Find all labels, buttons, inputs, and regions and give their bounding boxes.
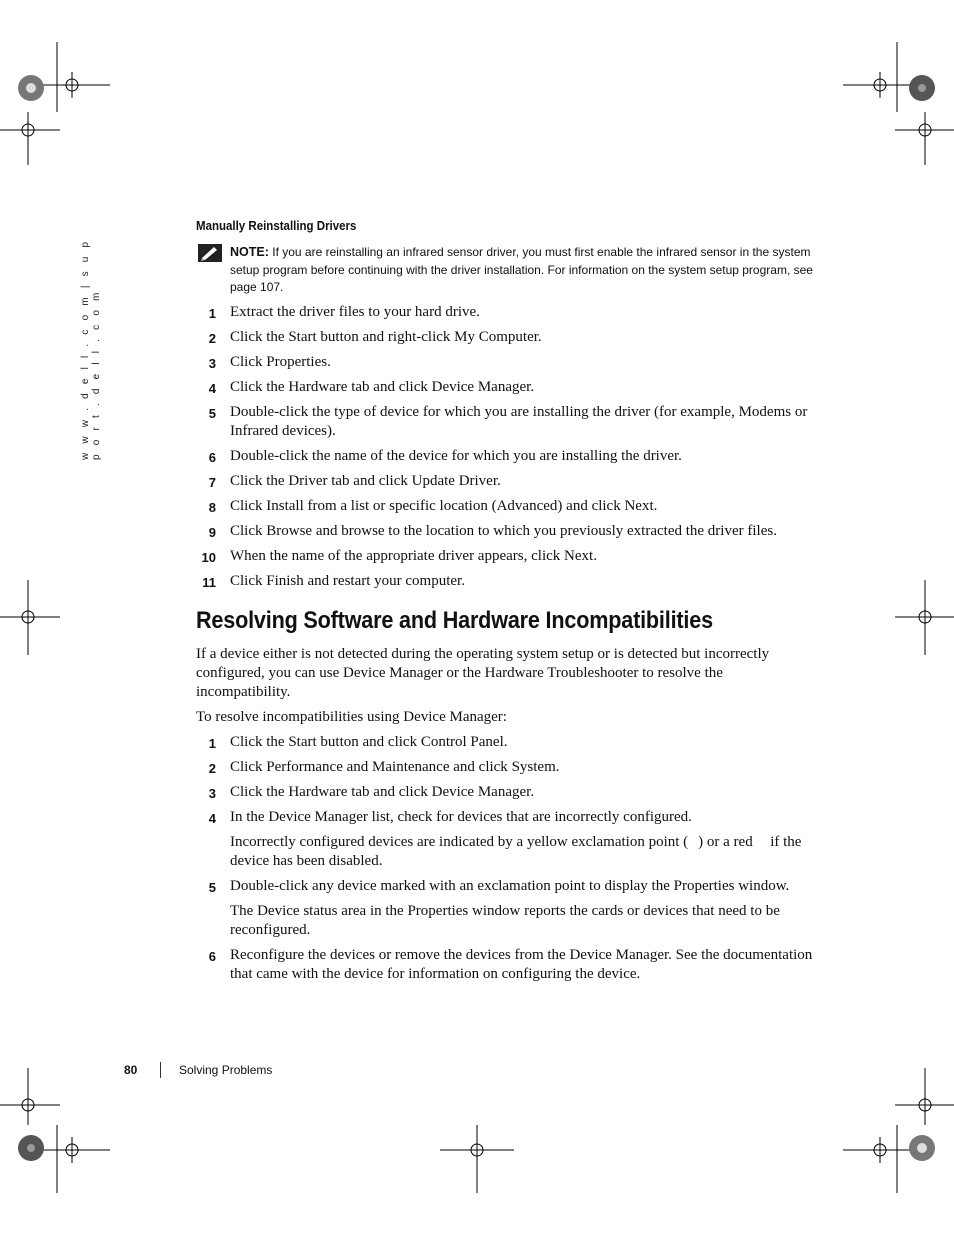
step-body (230, 877, 816, 896)
step-text: Reconfigure the devices or remove the devices from the (230, 946, 570, 963)
page-content (196, 219, 816, 990)
step-text: . (530, 783, 535, 800)
step-body (230, 547, 816, 566)
sub-heading: Manually Reinstalling Drivers (196, 219, 357, 233)
ui-term: Device Manager (431, 783, 531, 800)
step-text: tab and click (347, 783, 432, 800)
ui-term: Device Manager (569, 946, 669, 963)
step-text: . (653, 497, 658, 514)
step-number: 2 (208, 760, 216, 776)
step-text: Click the (230, 472, 289, 489)
step-text: status area in the (299, 902, 408, 919)
step-text: Click (230, 353, 267, 370)
step-body (230, 522, 816, 541)
side-url: w w w . d e l l . c o m | s u p p o r t . d e l l . c o m (80, 238, 102, 460)
step-body (230, 472, 816, 491)
step-number: 2 (208, 330, 216, 346)
step-number: 6 (208, 948, 216, 964)
step-number: 3 (208, 355, 216, 371)
ui-term: Properties (266, 353, 328, 370)
ui-term: Performance and Maintenance (266, 758, 450, 775)
step-body (230, 758, 816, 777)
ui-term: Device (257, 902, 300, 919)
step-text: . (327, 353, 331, 370)
step-text: The (230, 902, 258, 919)
step-number: 6 (208, 449, 216, 465)
step-number: 8 (208, 499, 216, 515)
step-text: . (503, 733, 508, 750)
step-body (230, 808, 816, 827)
step-text: Click (230, 758, 267, 775)
step-text: . (537, 328, 542, 345)
step-body (230, 497, 816, 516)
step-number: 1 (208, 305, 216, 321)
ui-term: Control Panel (420, 733, 504, 750)
step-text: Double-click any device marked with an exclamation point to display the (230, 877, 674, 894)
step-body (230, 403, 816, 441)
step-number: 5 (208, 879, 216, 895)
main-heading: Resolving Software and Hardware Incompatibilities (196, 606, 713, 634)
step-number: 4 (208, 380, 216, 396)
note-label: NOTE: (230, 245, 269, 259)
step-text: button and click (316, 733, 421, 750)
step-item (196, 877, 816, 940)
step-text: and click (449, 758, 512, 775)
step-body (230, 303, 816, 322)
step-detail (230, 902, 816, 940)
step-text: window. (734, 877, 790, 894)
step-text: . (593, 547, 597, 564)
step-item (196, 733, 816, 752)
step-item (196, 328, 816, 347)
step-number: 9 (208, 524, 216, 540)
step-number: 4 (208, 810, 216, 826)
step-text: Click (230, 497, 267, 514)
ui-term: System (511, 758, 556, 775)
step-text: Click (230, 522, 267, 539)
step-text: In the (230, 808, 269, 825)
step-item (196, 447, 816, 466)
ui-term: Start (288, 733, 317, 750)
step-item (196, 378, 816, 397)
footer-separator (160, 1062, 161, 1078)
footer-title: Solving Problems (179, 1063, 273, 1077)
ui-term: Infrared devices (230, 422, 328, 439)
step-text: list, check for devices that are incorrectly configured. (367, 808, 692, 825)
step-detail (230, 833, 816, 871)
note-pencil-icon (198, 244, 222, 262)
step-item (196, 946, 816, 984)
ui-term: Driver (288, 472, 328, 489)
step-body (230, 783, 816, 802)
step-text: and browse to the location to which you previously extracted the driver files. (312, 522, 777, 539)
step-text: button and right-click (316, 328, 455, 345)
step-text: Click the (230, 733, 289, 750)
step-text: ) or a red (698, 833, 757, 850)
step-list-resolve (196, 733, 816, 984)
step-item (196, 403, 816, 441)
step-body (230, 733, 816, 752)
step-item (196, 522, 816, 541)
step-text: tab and click (347, 378, 432, 395)
ui-term: Finish (266, 572, 304, 589)
ui-term: Device Manager (431, 378, 531, 395)
step-text: and restart your computer. (303, 572, 465, 589)
ui-term: Install from a list or specific location (Advanced) (266, 497, 563, 514)
lead-paragraph: To resolve incompatibilities using Device Manager: (196, 708, 507, 725)
step-item (196, 572, 816, 591)
step-text: or (791, 403, 808, 420)
ui-term: My Computer (454, 328, 538, 345)
step-text: ). (327, 422, 336, 439)
step-text: Incorrectly configured devices are indicated by a yellow exclamation point ( (230, 833, 689, 850)
step-text: and click (562, 497, 625, 514)
step-body (230, 572, 816, 591)
step-body (230, 328, 816, 347)
step-number: 10 (201, 549, 216, 565)
step-text: . (497, 472, 501, 489)
step-number: 7 (208, 474, 216, 490)
note-block (196, 244, 816, 297)
step-number: 1 (208, 735, 216, 751)
step-body (230, 353, 816, 372)
ui-term: Hardware (288, 783, 348, 800)
step-item (196, 808, 816, 871)
step-list-reinstall (196, 303, 816, 591)
step-number: 3 (208, 785, 216, 801)
step-text: Click the (230, 783, 289, 800)
intro-paragraph: If a device either is not detected during the operating system setup or is detected but incorrectly configured, you can use Device Manager or the Hardware Troubleshooter to resolve the incompatibility. (196, 645, 770, 700)
step-item (196, 497, 816, 516)
ui-term: Modems (738, 403, 792, 420)
step-text: Extract the driver files to your hard drive. (230, 303, 480, 320)
ui-term: Next (624, 497, 654, 514)
page-number: 80 (124, 1063, 138, 1077)
ui-term: Browse (266, 522, 313, 539)
step-text: . (530, 378, 535, 395)
step-text: Click the (230, 328, 289, 345)
ui-term: Next (564, 547, 594, 564)
step-text: window reports the cards or devices that need to be reconfigured. (230, 902, 780, 938)
ui-term: Properties (673, 877, 735, 894)
step-text: Click (230, 572, 267, 589)
step-body (230, 447, 816, 466)
step-item (196, 758, 816, 777)
step-item (196, 783, 816, 802)
step-item (196, 547, 816, 566)
step-item (196, 472, 816, 491)
step-text: When the name of the appropriate driver appears, click (230, 547, 565, 564)
ui-term: Device Manager (268, 808, 368, 825)
step-item (196, 353, 816, 372)
step-body (230, 378, 816, 397)
step-text: Double-click the type of device for which you are installing the driver (for example, (230, 403, 739, 420)
ui-term: Hardware (288, 378, 348, 395)
step-text: tab and click (327, 472, 412, 489)
step-item (196, 303, 816, 322)
step-number: 11 (202, 574, 216, 590)
ui-term: Start (288, 328, 317, 345)
step-body (230, 946, 816, 984)
step-text: Click the (230, 378, 289, 395)
step-text: . See the documentation that came with the device for information on configuring the device. (230, 946, 813, 982)
note-text: If you are reinstalling an infrared sensor driver, you must first enable the infrared sensor in the system setup program before continuing with the driver installation. For information on the system setup program, see page 107. (230, 245, 813, 294)
ui-term: Update Driver (411, 472, 498, 489)
page-footer (100, 1062, 400, 1082)
step-text: . (555, 758, 560, 775)
step-number: 5 (208, 405, 216, 421)
step-text: Double-click the name of the device for which you are installing the driver. (230, 447, 682, 464)
ui-term: Properties (407, 902, 469, 919)
step-text: if the device has been disabled. (230, 833, 802, 869)
